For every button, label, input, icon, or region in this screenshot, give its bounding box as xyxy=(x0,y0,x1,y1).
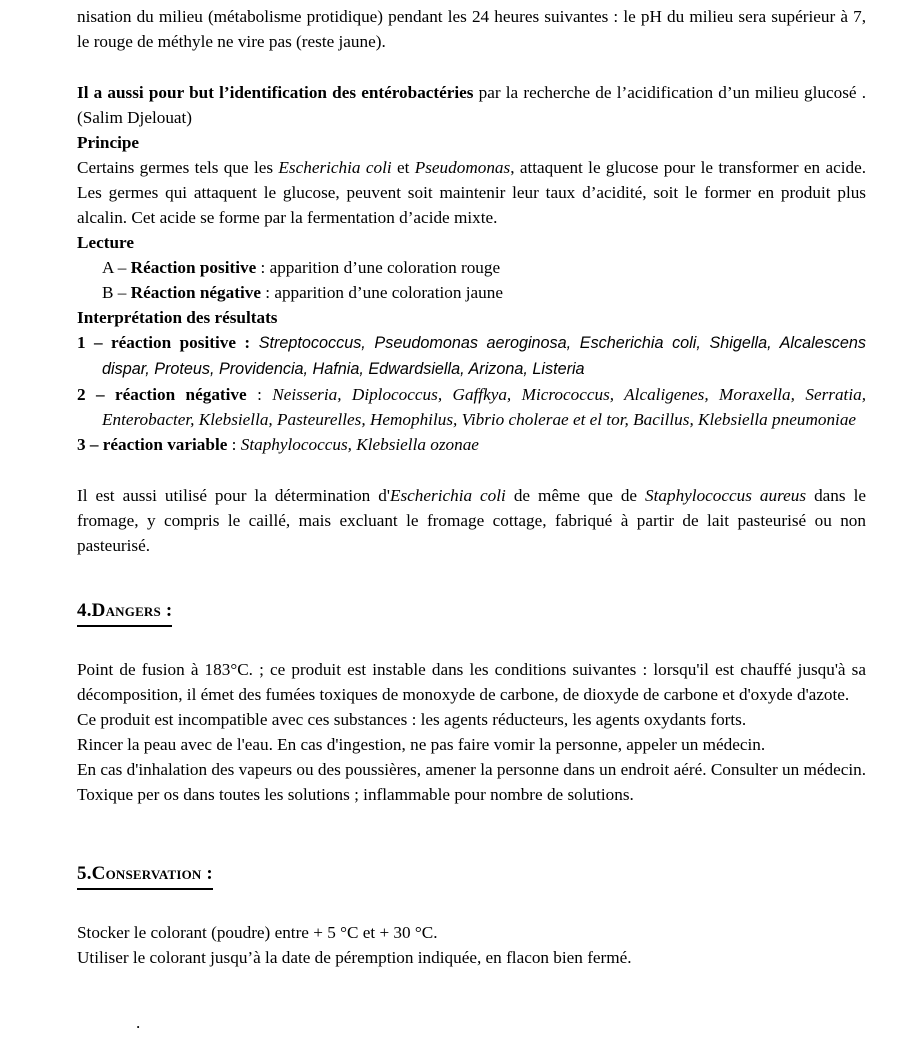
lecture-heading: Lecture xyxy=(77,233,134,252)
usage-text-3: dans le fromage, y compris le caillé, mais excluant le fromage cottage, fabriqué à partir de lait pasteurisé ou non pasteurisé. xyxy=(77,486,866,555)
interpretation-item-1-label: 1 – réaction positive : xyxy=(77,333,251,352)
trailing-period: . xyxy=(136,1013,141,1033)
lecture-item-b-prefix: B – xyxy=(102,283,131,302)
document-body xyxy=(77,4,866,1050)
spacer xyxy=(77,807,866,847)
usage-text-2: de même que de xyxy=(505,486,646,505)
interpretation-item-1-species: Streptococcus, Pseudomonas aeroginosa, Escherichia coli, Shigella, Alcalescens dispar, Proteus, Providencia, Hafnia, Edwardsiella, Arizona, Listeria xyxy=(102,334,866,378)
principe-italic-1: Escherichia coli xyxy=(278,158,392,177)
dangers-paragraph-2: Ce produit est incompatible avec ces substances : les agents réducteurs, les agents oxydants forts. xyxy=(77,710,747,729)
interpretation-item-2-species: Neisseria, Diplococcus, Gaffkya, Micrococcus, Alcaligenes, Moraxella, Serratia, Enterobacter, Klebsiella, Pasteurelles, Hemophilus, Vibrio cholerae et el tor, Bacillus, Klebsiella pneumoniae xyxy=(102,385,866,429)
section-dangers-colon: : xyxy=(160,600,173,621)
spacer xyxy=(77,457,866,483)
dangers-paragraph-4: En cas d'inhalation des vapeurs ou des poussières, amener la personne dans un endroit aéré. Consulter un médecin. Toxique per os dans toutes les solutions ; inflammable pour nombre de solutions. xyxy=(77,760,866,804)
principe-italic-2: Pseudomonas xyxy=(414,158,511,177)
section-dangers-title: Dangers xyxy=(91,600,161,621)
section-conservation-colon: : xyxy=(201,863,213,884)
interpretation-item-3-separator: : xyxy=(227,435,241,454)
interpretation-item-3-species: Staphylococcus, Klebsiella ozonae xyxy=(240,435,479,454)
usage-text-1: Il est aussi utilisé pour la détermination d' xyxy=(77,486,390,505)
interpretation-item-3 xyxy=(77,432,866,457)
spacer xyxy=(77,558,866,598)
lecture-item-b-suffix: : apparition d’une coloration jaune xyxy=(260,283,503,302)
interpretation-item-3-label: 3 – réaction variable xyxy=(77,435,228,454)
usage-italic-2: Staphylococcus aureus xyxy=(645,486,807,505)
dangers-paragraph-1: Point de fusion à 183°C. ; ce produit est instable dans les conditions suivantes : lorsqu'il est chauffé jusqu'à sa décomposition, il émet des fumées toxiques de monoxyde de carbone, de dioxyde de carbone et d'oxyde d'azote. xyxy=(77,660,866,704)
section-conservation-title: Conservation xyxy=(91,863,202,884)
usage-paragraph xyxy=(77,483,866,558)
purpose-rest: par la recherche de l’acidification d’un milieu glucosé . (Salim Djelouat) xyxy=(77,83,866,127)
section-conservation-heading xyxy=(77,861,213,890)
spacer xyxy=(77,890,866,920)
spacer xyxy=(77,54,866,80)
interpretation-item-2 xyxy=(77,382,866,432)
lecture-item-b xyxy=(77,280,866,305)
lecture-item-b-label: Réaction négative xyxy=(130,283,261,302)
interpretation-heading: Interprétation des résultats xyxy=(77,308,278,327)
principe-text-2: et xyxy=(391,158,415,177)
dangers-paragraph-3: Rincer la peau avec de l'eau. En cas d'ingestion, ne pas faire vomir la personne, appeler un médecin. xyxy=(77,735,766,754)
usage-italic-1: Escherichia coli xyxy=(389,486,506,505)
intro-paragraph xyxy=(77,4,866,54)
lecture-item-a xyxy=(77,255,866,280)
principe-paragraph xyxy=(77,155,866,230)
interpretation-item-2-separator: : xyxy=(246,385,273,404)
section-dangers-heading-row xyxy=(77,598,866,627)
lecture-item-a-label: Réaction positive xyxy=(130,258,257,277)
conservation-paragraph-2: Utiliser le colorant jusqu’à la date de péremption indiquée, en flacon bien fermé. xyxy=(77,948,632,967)
section-conservation-number: 5. xyxy=(77,863,92,884)
principe-text-3: , attaquent le glucose pour le transformer en acide. Les germes qui attaquent le glucose, peuvent soit maintenir leur taux d’acidité, soit le former en produit plus alcalin. Cet acide se forme par la fermentation d’acide mixte. xyxy=(77,158,866,227)
purpose-bold-lead: Il a aussi pour but l’identification des entérobactéries xyxy=(77,83,474,102)
lecture-item-a-prefix: A – xyxy=(102,258,131,277)
intro-paragraph-text: nisation du milieu (métabolisme protidique) pendant les 24 heures suivantes : le pH du milieu sera supérieur à 7, le rouge de méthyle ne vire pas (reste jaune). xyxy=(77,7,866,51)
section-conservation-heading-row xyxy=(77,861,866,890)
section-dangers-heading xyxy=(77,598,172,627)
principe-text-1: Certains germes tels que les xyxy=(77,158,279,177)
spacer xyxy=(77,627,866,657)
purpose-paragraph xyxy=(77,80,866,130)
spacer xyxy=(77,847,866,861)
interpretation-item-2-label: 2 – réaction négative xyxy=(77,385,247,404)
lecture-item-a-suffix: : apparition d’une coloration rouge xyxy=(256,258,501,277)
principe-heading: Principe xyxy=(77,133,140,152)
interpretation-item-1 xyxy=(77,330,866,382)
conservation-paragraph-1: Stocker le colorant (poudre) entre + 5 °C et + 30 °C. xyxy=(77,923,438,942)
section-dangers-number: 4. xyxy=(77,600,92,621)
